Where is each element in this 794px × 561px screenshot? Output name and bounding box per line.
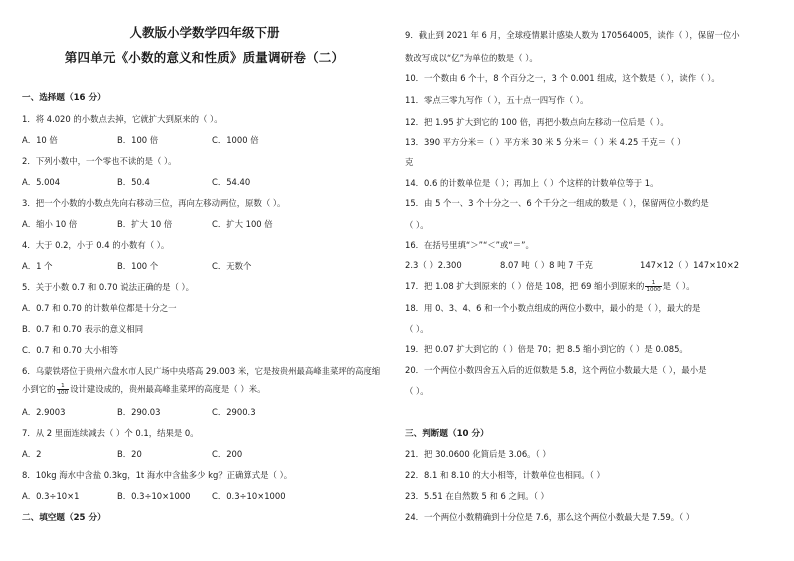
q6-text-b: 设计建设成的，贵州最高峰韭菜坪的高度是（ ）米。 (70, 384, 266, 394)
exam-title-line2: 第四单元《小数的意义和性质》质量调研卷（二） (64, 50, 345, 65)
question-22: 22．8.1 和 8.10 的大小相等，计数单位也相同。（ ） (405, 470, 605, 480)
q3-option-b: B．扩大 10 倍 (117, 219, 173, 229)
q7-option-b: B．20 (117, 449, 142, 459)
question-6-line2 (22, 383, 265, 396)
question-15-line2: （ ）。 (405, 220, 429, 230)
question-17 (405, 280, 695, 293)
q17-text-a: 17．把 1.08 扩大到原来的（ ）倍是 108，把 69 缩小到原来的 (405, 281, 645, 291)
q17-text-b: 是（ ）。 (662, 281, 695, 291)
q7-option-c: C．200 (212, 449, 243, 459)
question-20-line1: 20．一个两位小数四舍五入后的近似数是 5.8，这个两位小数最大是（ ），最小是 (405, 365, 707, 375)
q2-option-c: C．54.40 (212, 177, 251, 187)
question-10: 10．一个数由 6 个十，8 个百分之一，3 个 0.001 组成，这个数是（ ），读作（ ）。 (405, 73, 720, 83)
q16-compare-2: 8.07 吨（ ）8 吨 7 千克 (500, 260, 593, 270)
question-12: 12．把 1.95 扩大到它的 100 倍，再把小数点向左移动一位后是（ ）。 (405, 117, 669, 127)
question-23: 23．5.51 在自然数 5 和 6 之间。（ ） (405, 491, 549, 501)
question-18-line2: （ ）。 (405, 324, 429, 334)
q1-option-a: A．10 倍 (22, 135, 58, 145)
q5-option-b: B．0.7 和 0.70 表示的意义相同 (22, 324, 144, 334)
question-1: 1．将 4.020 的小数点去掉，它就扩大到原来的（ ）。 (22, 114, 223, 124)
q4-option-b: B．100 个 (117, 261, 159, 271)
fraction-one-hundredth (57, 383, 70, 396)
section-judge-heading: 三、判断题（10 分） (405, 429, 489, 439)
fraction-denominator: 100 (57, 390, 69, 396)
question-7: 7．从 2 里面连续减去（ ）个 0.1，结果是 0。 (22, 428, 199, 438)
q3-option-a: A．缩小 10 倍 (22, 219, 78, 229)
fraction-denominator: 1000 (646, 287, 661, 293)
q8-option-b: B．0.3÷10×1000 (117, 491, 191, 501)
exam-title-line1: 人教版小学数学四年级下册 (129, 25, 280, 40)
q8-option-a: A．0.3÷10×1 (22, 491, 80, 501)
q2-option-b: B．50.4 (117, 177, 150, 187)
question-5: 5．关于小数 0.7 和 0.70 说法正确的是（ ）。 (22, 282, 195, 292)
question-20-line2: （ ）。 (405, 386, 429, 396)
q6-option-a: A．2.9003 (22, 407, 66, 417)
q2-option-a: A．5.004 (22, 177, 61, 187)
q8-option-c: C．0.3÷10×1000 (212, 491, 286, 501)
q7-option-a: A．2 (22, 449, 42, 459)
section-fill-heading: 二、填空题（25 分） (22, 513, 106, 523)
question-4: 4．大于 0.2，小于 0.4 的小数有（ ）。 (22, 240, 170, 250)
fraction-numerator: 1 (645, 280, 661, 287)
question-16: 16．在括号里填“＞”“＜”或“＝”。 (405, 240, 534, 250)
question-24: 24．一个两位小数精确到十分位是 7.6，那么这个两位小数最大是 7.59。（ ） (405, 512, 695, 522)
q16-compare-3: 147×12（ ）147×10×2 (640, 260, 740, 270)
question-6-line1: 6．乌蒙铁塔位于贵州六盘水市人民广场中央塔高 29.003 米，它是按贵州最高峰韭菜坪的高度缩 (22, 366, 381, 376)
fraction-one-thousandth (645, 280, 661, 293)
fraction-numerator: 1 (57, 383, 70, 390)
question-9-line2: 数改写成以“亿”为单位的数是（ ）。 (405, 53, 538, 63)
q16-compare-1: 2.3（ ）2.300 (405, 260, 462, 270)
question-13-line1: 13．390 平方分米＝（ ）平方米 30 米 5 分米＝（ ）米 4.25 千克＝（ ） (405, 137, 686, 147)
q6-option-b: B．290.03 (117, 407, 161, 417)
q5-option-c: C．0.7 和 0.70 大小相等 (22, 345, 119, 355)
question-18-line1: 18．用 0、3、4、6 和一个小数点组成的两位小数中，最小的是（ ），最大的是 (405, 303, 701, 313)
question-8: 8．10kg 海水中含盐 0.3kg，1t 海水中含盐多少 kg？正确算式是（ ）。 (22, 470, 293, 480)
q1-option-b: B．100 倍 (117, 135, 159, 145)
q3-option-c: C．扩大 100 倍 (212, 219, 273, 229)
q1-option-c: C．1000 倍 (212, 135, 259, 145)
q4-option-a: A．1 个 (22, 261, 53, 271)
question-21: 21．把 30.0600 化简后是 3.06。（ ） (405, 449, 551, 459)
question-2: 2．下列小数中，一个零也不读的是（ ）。 (22, 156, 177, 166)
q4-option-c: C．无数个 (212, 261, 252, 271)
question-15-line1: 15．由 5 个一、3 个十分之一、6 个千分之一组成的数是（ ），保留两位小数约是 (405, 198, 709, 208)
question-14: 14．0.6 的计数单位是（ ）；再加上（ ）个这样的计数单位等于 1。 (405, 178, 659, 188)
section-choice-heading: 一、选择题（16 分） (22, 93, 106, 103)
q5-option-a: A．0.7 和 0.70 的计数单位都是十分之一 (22, 303, 177, 313)
question-19: 19．把 0.07 扩大到它的（ ）倍是 70；把 8.5 缩小到它的（ ）是 0.085。 (405, 344, 688, 354)
question-9-line1: 9．截止到 2021 年 6 月，全球疫情累计感染人数为 170564005，读作（ ），保留一位小 (405, 30, 740, 40)
q6-option-c: C．2900.3 (212, 407, 256, 417)
q6-text-a: 小到它的 (22, 384, 56, 394)
question-11: 11．零点三零九写作（ ），五十点一四写作（ ）。 (405, 95, 589, 105)
question-13-line2: 克 (405, 157, 414, 167)
question-3: 3．把一个小数的小数点先向右移动三位，再向左移动两位，原数（ ）。 (22, 198, 286, 208)
